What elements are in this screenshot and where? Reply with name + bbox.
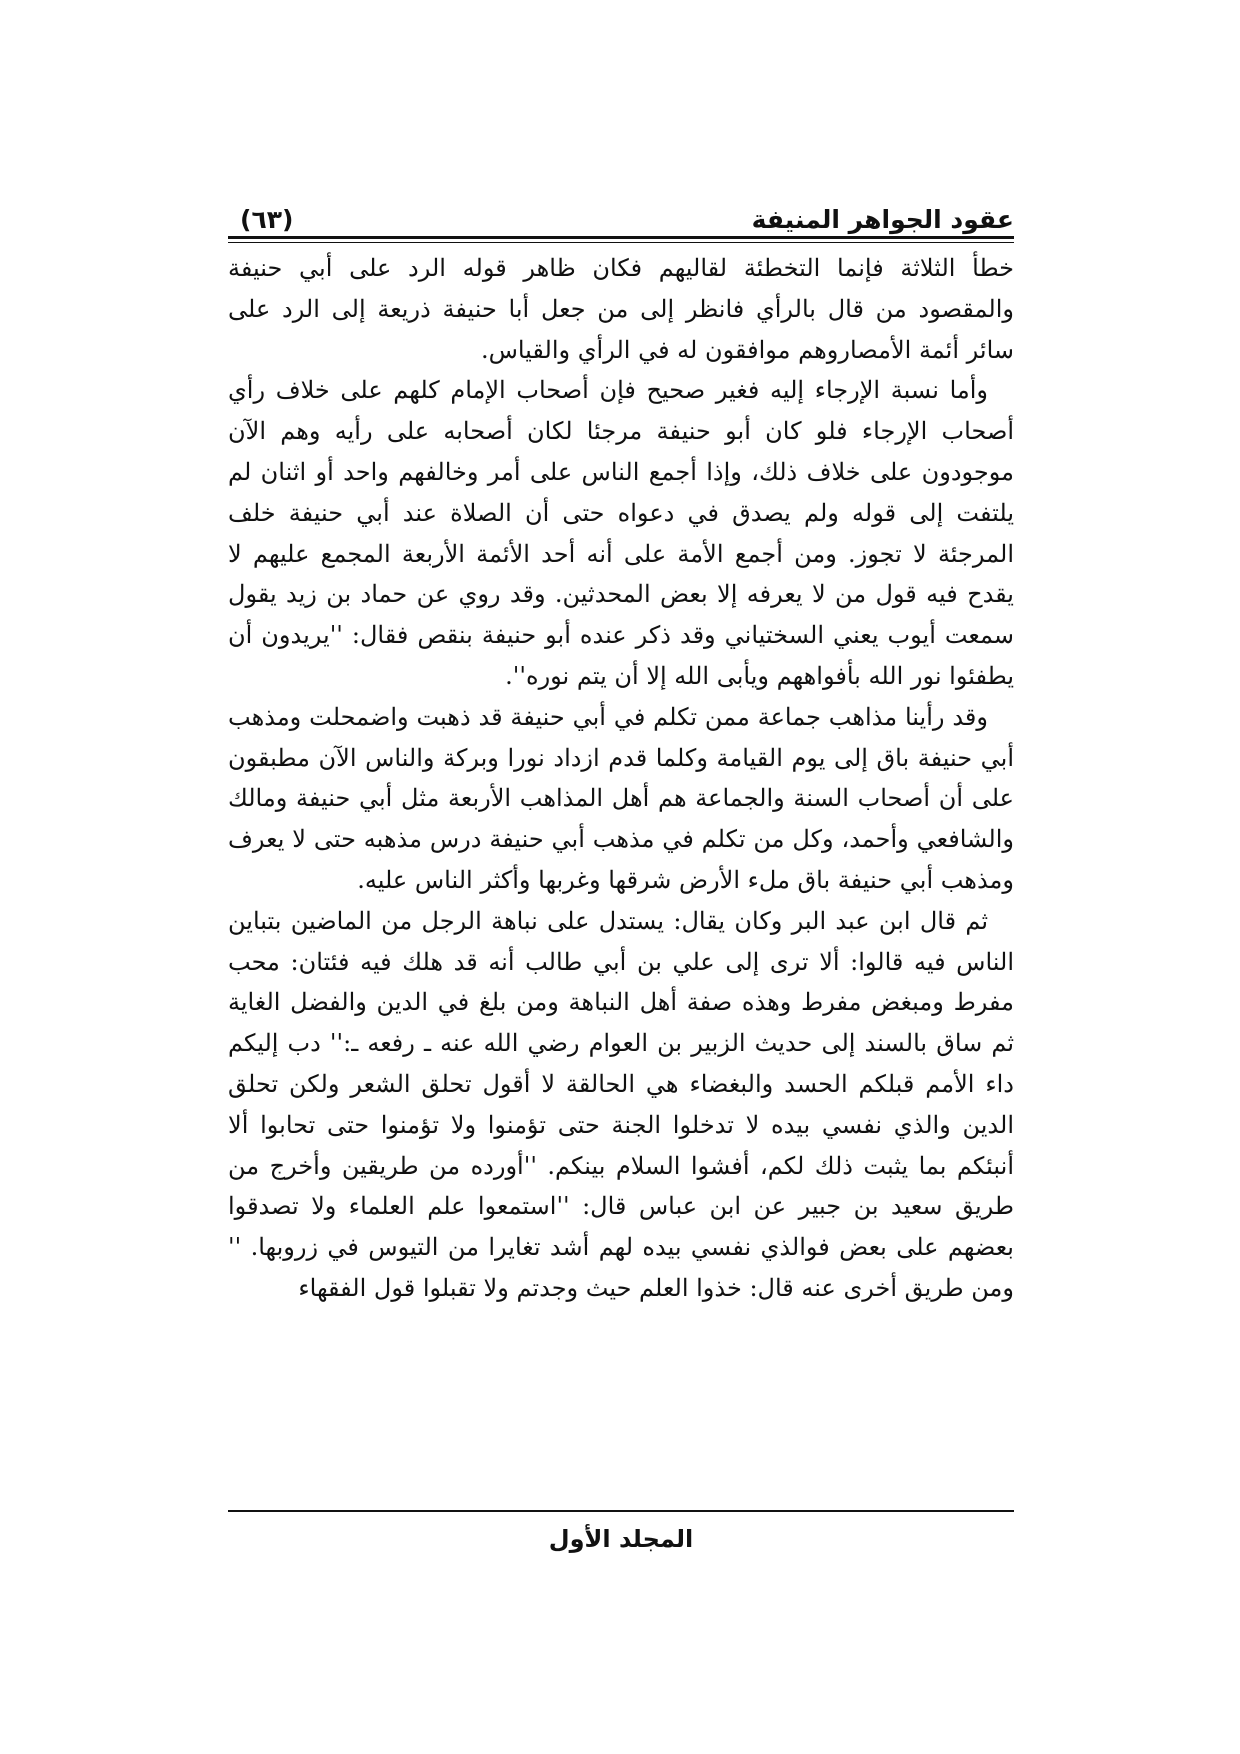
page-footer bbox=[228, 1522, 1014, 1556]
paragraph-3: وقد رأينا مذاهب جماعة ممن تكلم في أبي حنيفة قد ذهبت واضمحلت ومذهب أبي حنيفة باق إلى يوم القيامة وكلما قدم ازداد نورا وبركة والناس الآن مطبقون على أن أصحاب السنة والجماعة هم أهل المذاهب الأربعة مثل أبي حنيفة ومالك والشافعي وأحمد، وكل من تكلم في مذهب أبي حنيفة درس مذهبه حتى لا يعرف ومذهب أبي حنيفة باق ملء الأرض شرقها وغربها وأكثر الناس عليه. bbox=[228, 702, 1014, 894]
paragraph-1: خطأ الثلاثة فإنما التخطئة لقاليهم فكان ظاهر قوله الرد على أبي حنيفة والمقصود من قال بالرأي فانظر إلى من جعل أبا حنيفة ذريعة إلى الرد على سائر أئمة الأمصاروهم موافقون له في الرأي والقياس. bbox=[228, 254, 1014, 364]
paragraph-2: وأما نسبة الإرجاء إليه فغير صحيح فإن أصحاب الإمام كلهم على خلاف رأي أصحاب الإرجاء فلو كان أبو حنيفة مرجئا لكان أصحابه على رأيه وهم الآن موجودون على خلاف ذلك، وإذا أجمع الناس على أمر وخالفهم واحد أو اثنان لم يلتفت إلى قوله ولم يصدق في دعواه حتى أن الصلاة عند أبي حنيفة خلف المرجئة لا تجوز. ومن أجمع الأمة على أنه أحد الأئمة الأربعة المجمع عليهم لا يقدح فيه قول من لا يعرفه إلا بعض المحدثين. وقد روي عن حماد بن زيد يقول سمعت أيوب يعني السختياني وقد ذكر عنده أبو حنيفة بنقص فقال: ''يريدون أن يطفئوا نور الله بأفواههم ويأبى الله إلا أن يتم نوره''. bbox=[228, 376, 1014, 690]
running-title: عقود الجواهر المنيفة bbox=[751, 205, 1014, 234]
body-text bbox=[228, 248, 1014, 1496]
header-rule-thick bbox=[228, 236, 1014, 239]
footer-rule bbox=[228, 1510, 1014, 1512]
volume-label: المجلد الأول bbox=[548, 1525, 694, 1553]
page-header bbox=[228, 186, 1014, 236]
page-number: (٦٣) bbox=[240, 205, 294, 234]
header-rule-thin bbox=[228, 242, 1014, 243]
paragraph-4: ثم قال ابن عبد البر وكان يقال: يستدل على نباهة الرجل من الماضين بتباين الناس فيه قالوا: ألا ترى إلى علي بن أبي طالب أنه قد هلك فيه فئتان: محب مفرط ومبغض مفرط وهذه صفة أهل النباهة ومن بلغ في الدين والفضل الغاية ثم ساق بالسند إلى حديث الزبير بن العوام رضي الله عنه ـ رفعه ـ:'' دب إليكم داء الأمم قبلكم الحسد والبغضاء هي الحالقة لا أقول تحلق الشعر ولكن تحلق الدين والذي نفسي بيده لا تدخلوا الجنة حتى تؤمنوا ولا تؤمنوا حتى تحابوا ألا أنبئكم بما يثبت ذلك لكم، أفشوا السلام بينكم. ''أورده من طريقين وأخرج من طريق سعيد بن جبير عن ابن عباس قال: ''استمعوا علم العلماء ولا تصدقوا بعضهم على بعض فوالذي نفسي بيده لهم أشد تغايرا من التيوس في زروبها. '' ومن طريق أخرى عنه قال: خذوا العلم حيث وجدتم ولا تقبلوا قول الفقهاء bbox=[228, 906, 1014, 1302]
